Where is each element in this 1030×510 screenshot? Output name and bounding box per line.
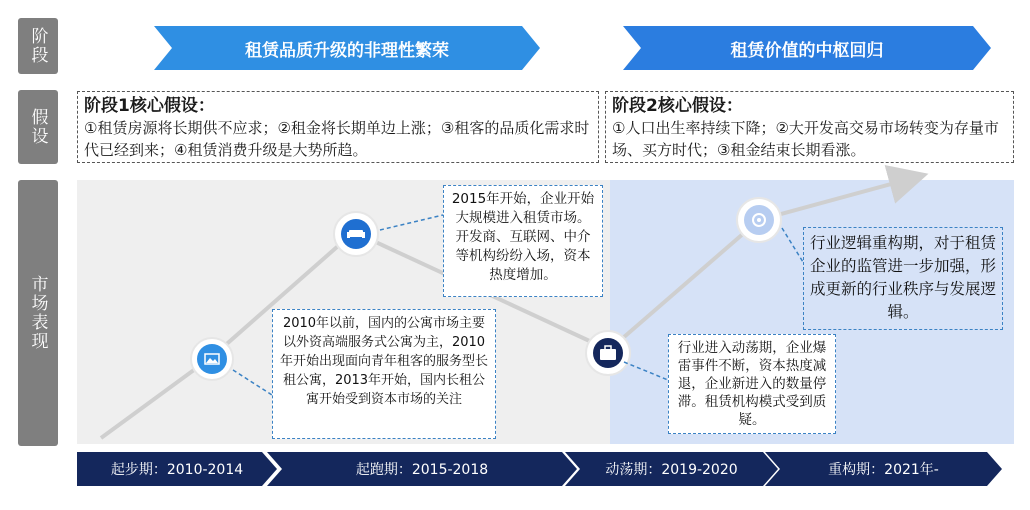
timeline-segment-1-label: 起步期：2010-2014 [110, 462, 244, 478]
callout-2021-text: 行业逻辑重构期，对于租赁企业的监管进一步加强，形成更新的行业秩序与发展逻辑。 [810, 234, 997, 321]
callout-2021 [803, 227, 1003, 330]
timeline-segment-4-label: 重构期：2021年- [828, 462, 939, 478]
callout-2019-text: 行业进入动荡期，企业爆雷事件不断，资本热度减退，企业新进入的数量停滞。租赁机构模式受到质疑。 [677, 340, 827, 428]
stage-banner-1-title: 租赁品质升级的非理性繁荣 [245, 40, 449, 61]
row-label-market-text: 市场表现 [27, 275, 48, 351]
timeline-segment-2-label: 起跑期：2015-2018 [355, 462, 489, 478]
hypothesis-2-title: 阶段2核心假设： [612, 96, 743, 116]
stage-banner-2-title: 租赁价值的中枢回归 [730, 40, 884, 61]
hypothesis-2-body: ①人口出生率持续下降；②大开发高交易市场转变为存量市场、买方时代；③租金结束长期看涨。 [612, 119, 999, 159]
row-label-stage-text: 阶段 [27, 27, 48, 65]
hypothesis-1-title: 阶段1核心假设： [84, 96, 215, 116]
hypothesis-1-body: ①租赁房源将长期供不应求；②租金将长期单边上涨；③租客的品质化需求时代已经到来；④租赁消费升级是大势所趋。 [84, 119, 590, 159]
row-label-hypothesis-text: 假设 [27, 108, 48, 146]
callout-2010-text: 2010年以前，国内的公寓市场主要以外资高端服务式公寓为主，2010年开始出现面向青年租客的服务型长租公寓，2013年开始，国内长租公寓开始受到资本市场的关注 [279, 316, 488, 407]
callout-2015-text: 2015年开始，企业开始大规模进入租赁市场。开发商、互联网、中介等机构纷纷入场，资本热度增加。 [451, 191, 595, 283]
timeline-segment-2 [267, 452, 577, 486]
callout-2015 [443, 185, 603, 297]
timeline-segment-3 [565, 452, 778, 486]
callout-2010 [272, 309, 496, 439]
timeline-segment-4 [765, 452, 1002, 486]
callout-2019 [668, 334, 836, 434]
timeline-segment-3-label: 动荡期：2019-2020 [605, 462, 738, 478]
timeline-segment-1 [77, 452, 277, 486]
